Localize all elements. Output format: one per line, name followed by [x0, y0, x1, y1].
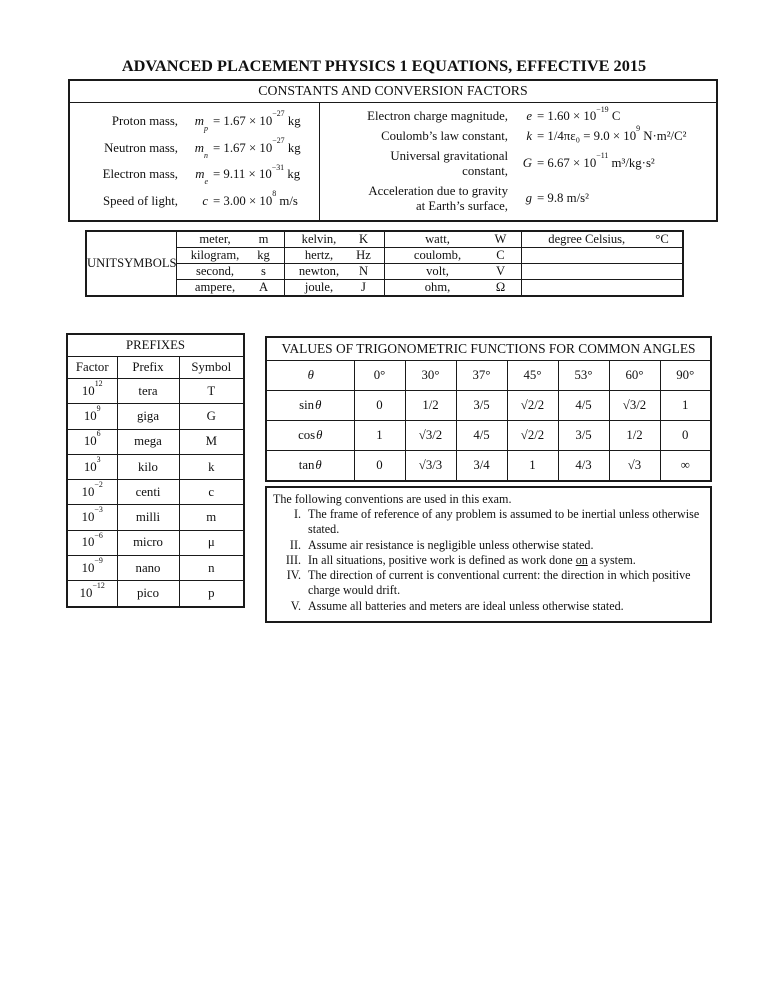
- constant-row-proton-mass: [82, 109, 319, 133]
- constant-label: Neutron mass,: [104, 140, 178, 155]
- constant-row-gravity-acceleration: [320, 184, 712, 214]
- constant-value: = $1.60 \times 10^{-19}$ C: [537, 104, 621, 124]
- prefix-row: $10^{-6}$ micro μ: [67, 530, 244, 555]
- convention-item-3: III. In all situations, positive work is defined as work done on a system.: [285, 552, 636, 567]
- constant-label: Proton mass,: [111, 113, 178, 128]
- unit-cell: kelvin, K: [284, 231, 384, 248]
- unit-cell: meter, m: [176, 231, 284, 248]
- unit-cell: newton, N: [284, 264, 384, 280]
- constant-symbol: $m_e$: [195, 167, 208, 187]
- constant-row-coulomb-constant: [320, 124, 712, 144]
- cos-label: cosθ: [266, 421, 354, 451]
- constant-symbol: k: [526, 129, 532, 144]
- constant-label: Acceleration due to gravity at Earth’s surface,: [368, 183, 508, 213]
- prefixes-col-factor: Factor: [67, 357, 117, 379]
- prefix-row: $10^{12}$ tera T: [67, 379, 244, 404]
- constant-value: = $6.67 \times 10^{-11}$ m³/kg·s²: [537, 151, 655, 171]
- unit-cell: hertz, Hz: [284, 248, 384, 264]
- constant-label: Electron mass,: [102, 167, 178, 182]
- trig-sin-row: sinθ 0 1/2 3/5 √2/2 4/5 √3/2 1: [266, 391, 711, 421]
- constant-symbol: $m_p$: [194, 113, 208, 133]
- unit-cell: watt, W: [384, 231, 521, 248]
- convention-item-5: V. Assume all batteries and meters are ideal unless otherwise stated.: [290, 598, 624, 613]
- constant-symbol: G: [522, 156, 532, 171]
- unit-cell: degree Celsius, °C: [521, 231, 683, 248]
- constant-row-speed-of-light: [82, 189, 319, 209]
- trig-tan-row: tanθ 0 √3/3 3/4 1 4/3 √3 ∞: [266, 451, 711, 482]
- constant-row-electron-mass: [82, 162, 319, 187]
- unit-cell: [521, 264, 683, 280]
- constant-label: Coulomb’s law constant,: [381, 129, 508, 143]
- prefix-row: $10^{-9}$ nano n: [67, 556, 244, 581]
- unit-cell: [521, 248, 683, 264]
- trig-values-table: [265, 336, 712, 482]
- constants-header: CONSTANTS AND CONVERSION FACTORS: [70, 81, 716, 103]
- prefix-row: $10^{-2}$ centi c: [67, 480, 244, 505]
- page-title: ADVANCED PLACEMENT PHYSICS 1 EQUATIONS, EFFECTIVE 2015: [121, 56, 647, 75]
- prefixes-col-prefix: Prefix: [117, 357, 179, 379]
- constant-label: Electron charge magnitude,: [367, 109, 508, 124]
- conventions-intro: The following conventions are used in this exam.: [273, 492, 512, 506]
- prefix-row: $10^{-3}$ milli m: [67, 505, 244, 530]
- unit-cell: [521, 280, 683, 297]
- constant-value: = $9.11 \times 10^{-31}$ kg: [213, 162, 301, 182]
- prefix-row: $10^9$ giga G: [67, 404, 244, 429]
- constant-value: = $1.67 \times 10^{-27}$ kg: [213, 109, 301, 128]
- unit-cell: volt, V: [384, 264, 521, 280]
- sin-label: sinθ: [266, 391, 354, 421]
- constant-value: = $3.00 \times 10^8$ m/s: [213, 189, 298, 209]
- unit-symbols-table: [85, 230, 684, 297]
- prefixes-col-symbol: Symbol: [179, 357, 244, 379]
- unit-cell: kilogram, kg: [176, 248, 284, 264]
- prefix-row: $10^{-12}$ pico p: [67, 581, 244, 607]
- constant-value: = $1/4\pi\varepsilon_0 = 9.0 \times 10^9$ N·m²/C²: [537, 124, 687, 144]
- prefix-row: $10^6$ mega M: [67, 429, 244, 454]
- unit-cell: ampere, A: [176, 280, 284, 297]
- constant-label: Speed of light,: [103, 194, 178, 209]
- constant-symbol: c: [202, 194, 208, 209]
- constant-row-electron-charge: [320, 104, 712, 124]
- constant-row-neutron-mass: [82, 135, 319, 160]
- unit-symbols-label: UNITSYMBOLS: [86, 231, 176, 296]
- prefixes-header: PREFIXES: [67, 334, 244, 357]
- constants-left-column: [70, 103, 320, 220]
- constant-value: = $1.67 \times 10^{-27}$ kg: [213, 135, 301, 155]
- prefix-row: $10^3$ kilo k: [67, 454, 244, 479]
- constant-label: Universal gravitational constant,: [390, 148, 508, 178]
- constant-symbol: $m_n$: [194, 140, 208, 160]
- unit-cell: second, s: [176, 264, 284, 280]
- constants-table: [68, 79, 718, 222]
- theta-label: θ: [266, 361, 354, 391]
- trig-cos-row: cosθ 1 √3/2 4/5 √2/2 3/5 1/2 0: [266, 421, 711, 451]
- convention-item-4: IV. The direction of current is conventional current: the direction in which positive charge would drift.: [286, 568, 691, 598]
- constants-body: [70, 103, 716, 220]
- unit-cell: joule, J: [284, 280, 384, 297]
- conventions-box: [265, 486, 712, 623]
- constant-symbol: g: [525, 191, 532, 206]
- prefixes-table: [66, 333, 245, 608]
- trig-angle-row: θ 0° 30° 37° 45° 53° 60° 90°: [266, 361, 711, 391]
- convention-item-1: I. The frame of reference of any problem is assumed to be inertial unless otherwise stated.: [293, 507, 700, 537]
- constants-right-column: [320, 103, 716, 220]
- constant-value: = 9.8 m/s²: [537, 191, 589, 206]
- tan-label: tanθ: [266, 451, 354, 482]
- convention-item-2: II. Assume air resistance is negligible unless otherwise stated.: [289, 537, 594, 552]
- unit-cell: ohm, Ω: [384, 280, 521, 297]
- unit-cell: coulomb, C: [384, 248, 521, 264]
- constant-row-gravitational-constant: [320, 149, 712, 179]
- constant-symbol: e: [526, 109, 532, 124]
- trig-header: VALUES OF TRIGONOMETRIC FUNCTIONS FOR COMMON ANGLES: [266, 337, 711, 361]
